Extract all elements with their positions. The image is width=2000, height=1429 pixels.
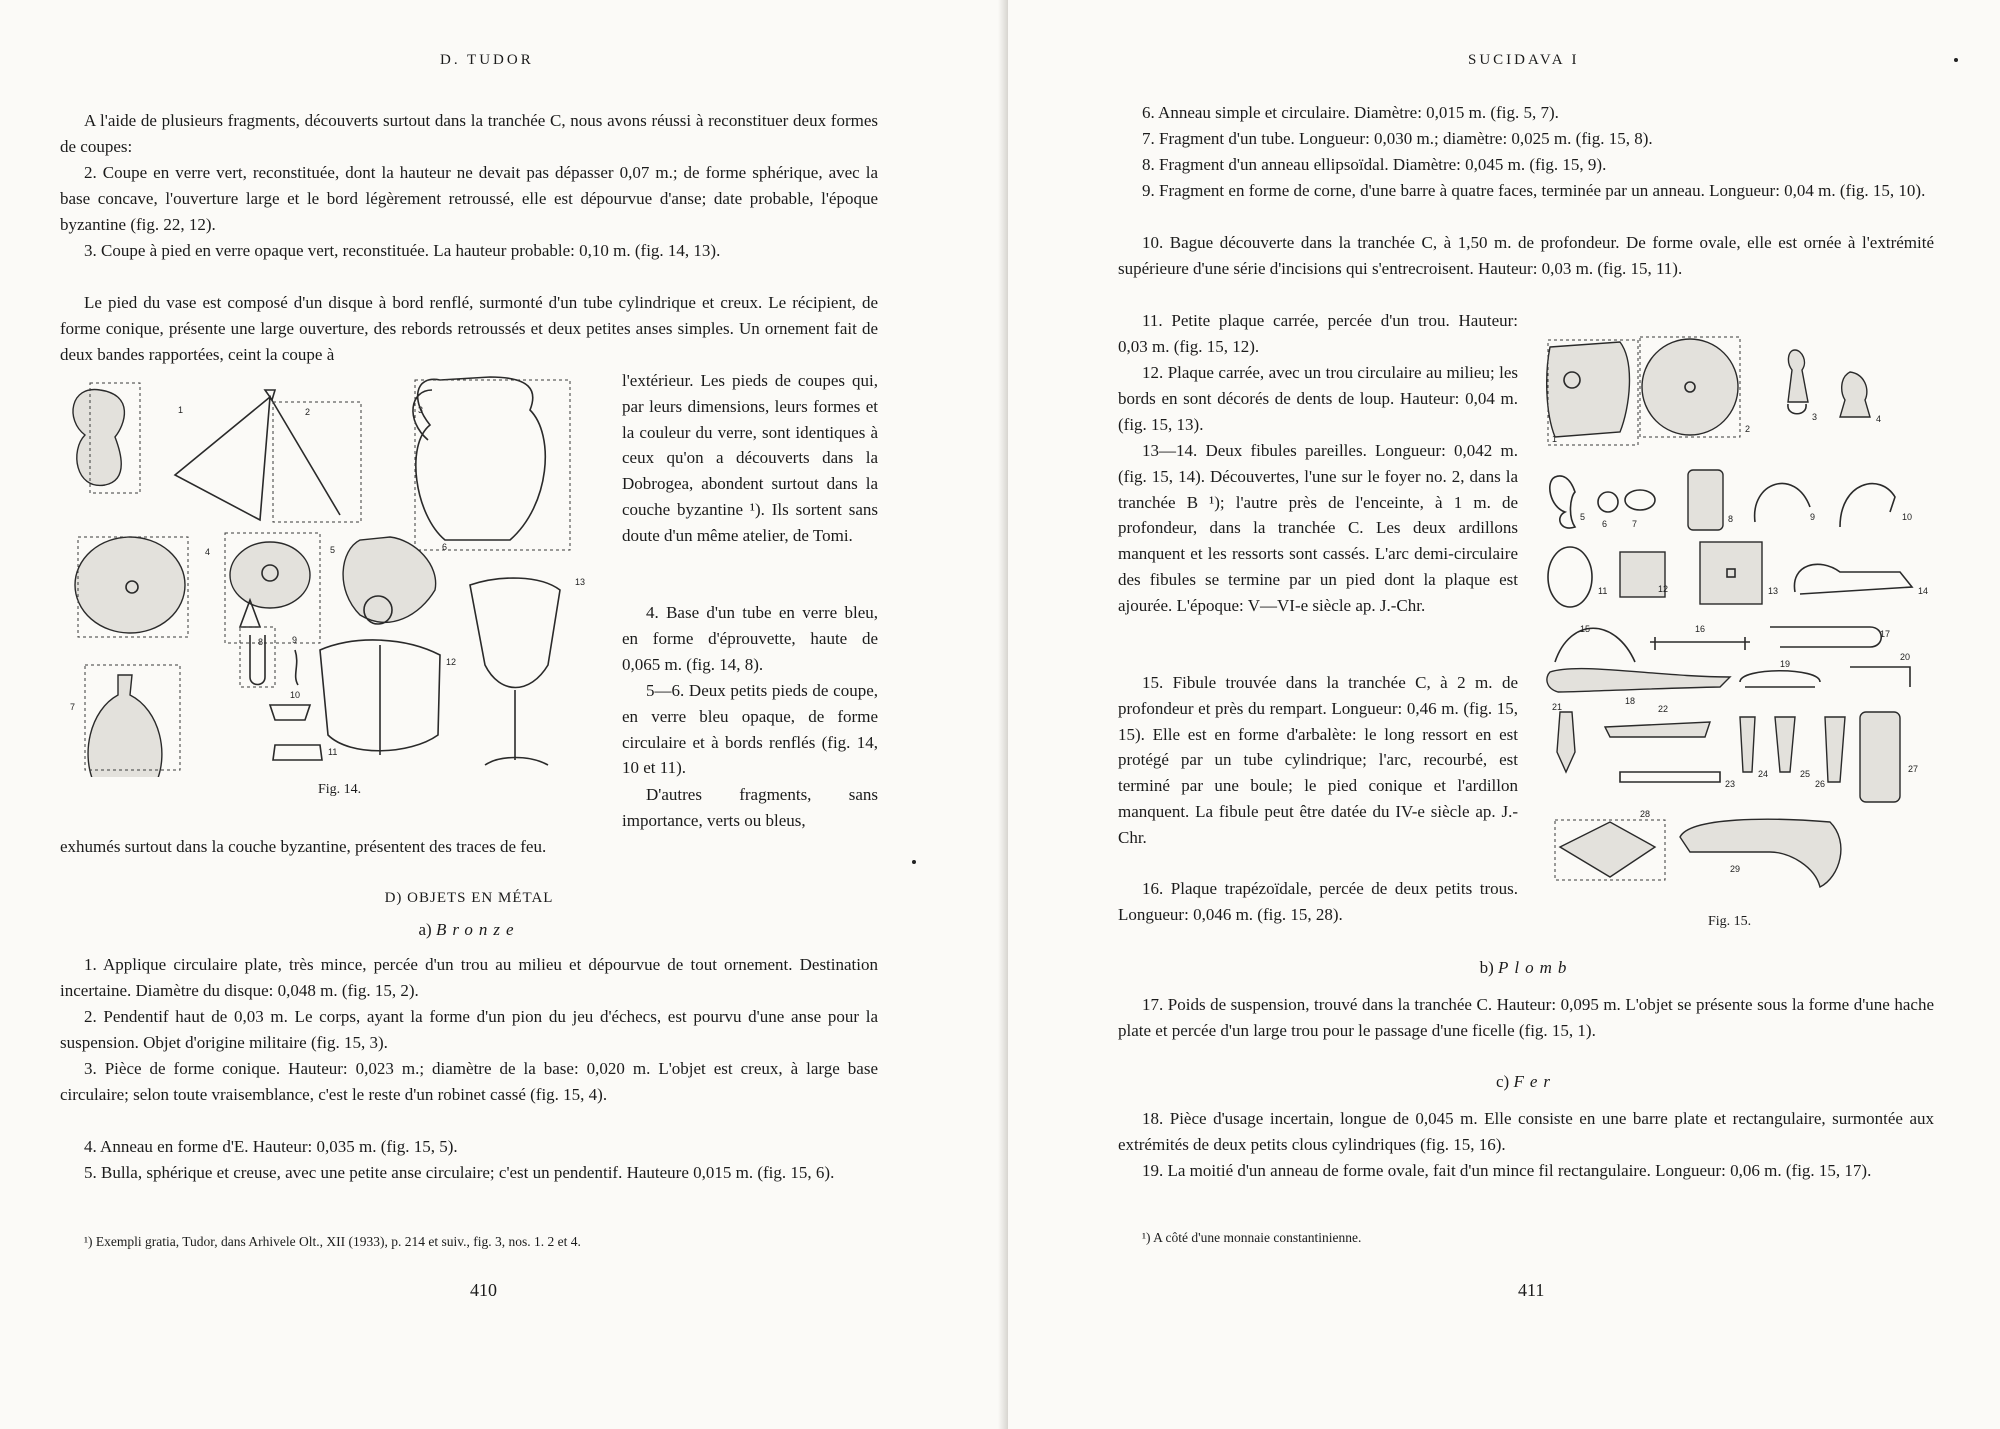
side-paragraph: 13—14. Deux fibules pareilles. Longueur: 0,042 m. (fig. 15, 14). Découvertes, l'une sur le foyer no. 2, dans la tranchée B ¹); l'autre près de l'enceinte, à 1 m. de profondeur, dans la tranchée C. Les deux ardillons manquent et les ressorts sont cassés. L'arc demi-circulaire des fibules se termine par un pied dont la plaque est ajourée. L'époque: V—VI-e siècle ap. J.-Chr. — [1118, 441, 1518, 615]
svg-text:23: 23 — [1725, 779, 1736, 789]
item-paragraph: 6. Anneau simple et circulaire. Diamètre: 0,015 m. (fig. 5, 7). — [1142, 103, 1559, 122]
paragraph: exhumés surtout dans la couche byzantine, présentent des traces de feu. — [60, 837, 547, 856]
footnote: ¹) A côté d'une monnaie constantinienne. — [1142, 1230, 1362, 1245]
item-paragraph: 7. Fragment d'un tube. Longueur: 0,030 m.; diamètre: 0,025 m. (fig. 15, 8). — [1142, 129, 1653, 148]
svg-text:29: 29 — [1730, 864, 1741, 874]
figure-caption: Fig. 15. — [1708, 914, 1752, 929]
svg-text:27: 27 — [1908, 764, 1919, 774]
svg-text:1: 1 — [178, 405, 184, 415]
paragraph: 3. Coupe à pied en verre opaque vert, reconstituée. La hauteur probable: 0,10 m. (fig. 14, 13). — [84, 241, 721, 260]
footnote: ¹) Exempli gratia, Tudor, dans Arhivele Olt., XII (1933), p. 214 et suiv., fig. 3, nos. 1. 2 et 4. — [84, 1234, 581, 1249]
svg-text:19: 19 — [1780, 659, 1791, 669]
svg-text:10: 10 — [290, 690, 301, 700]
figure-caption: Fig. 14. — [318, 782, 362, 797]
item-paragraph: 1. Applique circulaire plate, très mince, percée d'un trou au milieu et dépourvue de tout ornement. Destination incertaine. Diamètre du disque: 0,048 m. (fig. 15, 2). — [60, 955, 878, 1000]
svg-text:1: 1 — [1552, 434, 1558, 444]
svg-text:28: 28 — [1640, 809, 1651, 819]
subsection-letter: c) — [1495, 1072, 1510, 1091]
running-head: D. TUDOR — [440, 52, 534, 68]
item-paragraph: 17. Poids de suspension, trouvé dans la tranchée C. Hauteur: 0,095 m. L'objet se présente sous la forme d'une hache plate et percée d'un large trou pour le passage d'une ficelle (fig. 15, 1). — [1118, 995, 1934, 1040]
side-paragraph: 15. Fibule trouvée dans la tranchée C, à 2 m. de profondeur et près du rempart. Longueur: 0,46 m. (fig. 15, 15). Elle est en forme d'arbalète: le long ressort en est protégé par un tube cylindrique; l'arc, recourbé, est terminé par une boule; le pied conique et l'ardillon manquent. La fibule peut être datée du IV-e siècle ap. J.-Chr. — [1118, 673, 1518, 847]
subsection-heading — [60, 920, 878, 940]
svg-text:17: 17 — [1880, 629, 1891, 639]
page-number: 411 — [1518, 1280, 1545, 1300]
svg-text:8: 8 — [258, 637, 264, 647]
item-paragraph: 3. Pièce de forme conique. Hauteur: 0,023 m.; diamètre de la base: 0,020 m. L'objet est creux, à large base circulaire; selon toute vraisemblance, c'est le reste d'un robinet cassé (fig. 15, 4). — [60, 1059, 878, 1104]
svg-text:25: 25 — [1800, 769, 1811, 779]
svg-text:11: 11 — [1598, 586, 1608, 596]
svg-text:2: 2 — [1745, 424, 1751, 434]
svg-text:13: 13 — [575, 577, 586, 587]
figure-14 — [60, 365, 615, 777]
svg-text:10: 10 — [1902, 512, 1913, 522]
svg-text:11: 11 — [328, 747, 338, 757]
subsection-heading — [1118, 958, 1934, 978]
svg-text:4: 4 — [205, 547, 211, 557]
side-paragraph: 12. Plaque carrée, avec un trou circulaire au milieu; les bords en sont décorés de dents de loup. Hauteur: 0,04 m. (fig. 15, 13). — [1118, 363, 1518, 434]
side-paragraph: 16. Plaque trapézoïdale, percée de deux petits trous. Longueur: 0,046 m. (fig. 15, 28). — [1118, 879, 1518, 924]
svg-text:9: 9 — [1810, 512, 1816, 522]
right-page — [1008, 0, 2000, 1429]
item-paragraph: 5. Bulla, sphérique et creuse, avec une petite anse circulaire; c'est un pendentif. Hauteure 0,015 m. (fig. 15, 6). — [84, 1163, 835, 1182]
svg-text:20: 20 — [1900, 652, 1911, 662]
figure-15-drawing — [1540, 332, 1935, 912]
item-paragraph: 18. Pièce d'usage incertain, longue de 0,045 m. Elle consiste en une barre plate et rectangulaire, surmontée aux extrémités de deux petits clous cylindriques (fig. 15, 16). — [1118, 1109, 1934, 1154]
svg-text:6: 6 — [442, 542, 448, 552]
item-paragraph: 10. Bague découverte dans la tranchée C, à 1,50 m. de profondeur. De forme ovale, elle est ornée à l'extrémité supérieure d'une série d'incisions qui s'entrecroisent. Hauteur: 0,03 m. (fig. 15, 11). — [1118, 233, 1934, 278]
svg-text:9: 9 — [292, 635, 298, 645]
item-paragraph: 9. Fragment en forme de corne, d'une barre à quatre faces, terminée par un anneau. Longueur: 0,04 m. (fig. 15, 10). — [1142, 181, 1926, 200]
subsection-letter: a) — [418, 920, 432, 939]
svg-text:22: 22 — [1658, 704, 1669, 714]
svg-text:14: 14 — [1918, 586, 1929, 596]
svg-text:18: 18 — [1625, 696, 1636, 706]
ink-speck — [1954, 58, 1958, 62]
paragraph: Le pied du vase est composé d'un disque à bord renflé, surmonté d'un tube cylindrique et creux. Le récipient, de forme conique, présente une large ouverture, des rebords retroussés et deux petites anses simples. Un ornement fait de deux bandes rapportées, ceint la coupe à — [60, 293, 878, 364]
item-paragraph: 19. La moitié d'un anneau de forme ovale, fait d'un mince fil rectangulaire. Longueur: 0,06 m. (fig. 15, 17). — [1142, 1161, 1872, 1180]
svg-text:3: 3 — [418, 405, 424, 415]
subsection-title: Bronze — [435, 920, 520, 939]
svg-text:13: 13 — [1768, 586, 1779, 596]
svg-text:4: 4 — [1876, 414, 1882, 424]
figure-15 — [1540, 332, 1935, 912]
svg-text:7: 7 — [70, 702, 76, 712]
paragraph: A l'aide de plusieurs fragments, découverts surtout dans la tranchée C, nous avons réussi à reconstituer deux formes de coupes: — [60, 111, 878, 156]
svg-text:3: 3 — [1812, 412, 1818, 422]
svg-text:21: 21 — [1552, 702, 1563, 712]
side-paragraph: 4. Base d'un tube en verre bleu, en forme d'éprouvette, haute de 0,065 m. (fig. 14, 8). — [622, 603, 878, 674]
svg-text:12: 12 — [446, 657, 457, 667]
side-paragraph: D'autres fragments, sans importance, verts ou bleus, — [622, 785, 878, 830]
svg-text:5: 5 — [330, 545, 336, 555]
svg-text:8: 8 — [1728, 514, 1734, 524]
svg-text:7: 7 — [1632, 519, 1638, 529]
figure-14-drawing — [60, 365, 615, 777]
svg-text:6: 6 — [1602, 519, 1608, 529]
side-paragraph: l'extérieur. Les pieds de coupes qui, par leurs dimensions, leurs formes et la couleur du verre, sont identiques à ceux qu'on a découverts dans la Dobrogea, abondent surtout dans la couche byzantine ¹). Ils sortent sans doute d'un même atelier, de Tomi. — [622, 371, 878, 545]
item-paragraph: 8. Fragment d'un anneau ellipsoïdal. Diamètre: 0,045 m. (fig. 15, 9). — [1142, 155, 1607, 174]
svg-text:12: 12 — [1658, 584, 1669, 594]
side-paragraph: 5—6. Deux petits pieds de coupe, en verre bleu opaque, de forme circulaire et à bords renflés (fig. 14, 10 et 11). — [622, 681, 878, 778]
section-heading: D) OBJETS EN MÉTAL — [384, 890, 554, 906]
side-paragraph: 11. Petite plaque carrée, percée d'un trou. Hauteur: 0,03 m. (fig. 15, 12). — [1118, 311, 1518, 356]
item-paragraph: 4. Anneau en forme d'E. Hauteur: 0,035 m. (fig. 15, 5). — [84, 1137, 458, 1156]
svg-text:26: 26 — [1815, 779, 1826, 789]
subsection-title: Plomb — [1498, 958, 1573, 977]
item-paragraph: 2. Pendentif haut de 0,03 m. Le corps, ayant la forme d'un pion du jeu d'échecs, est pourvu d'une anse pour la suspension. Objet d'origine militaire (fig. 15, 3). — [60, 1007, 878, 1052]
paragraph: 2. Coupe en verre vert, reconstituée, dont la hauteur ne devait pas dépasser 0,07 m.; de forme sphérique, avec la base concave, l'ouverture large et le bord légèrement retroussé, elle est dépourvue d'anse; date probable, l'époque byzantine (fig. 22, 12). — [60, 163, 878, 234]
page-number: 410 — [470, 1280, 497, 1300]
svg-text:15: 15 — [1580, 624, 1591, 634]
svg-text:16: 16 — [1695, 624, 1706, 634]
subsection-title: Fer — [1513, 1072, 1556, 1091]
ink-speck — [912, 860, 916, 864]
svg-text:24: 24 — [1758, 769, 1769, 779]
subsection-heading — [1118, 1072, 1934, 1092]
subsection-letter: b) — [1479, 958, 1494, 977]
svg-text:2: 2 — [305, 407, 311, 417]
svg-text:5: 5 — [1580, 512, 1586, 522]
running-head: SUCIDAVA I — [1468, 52, 1580, 68]
